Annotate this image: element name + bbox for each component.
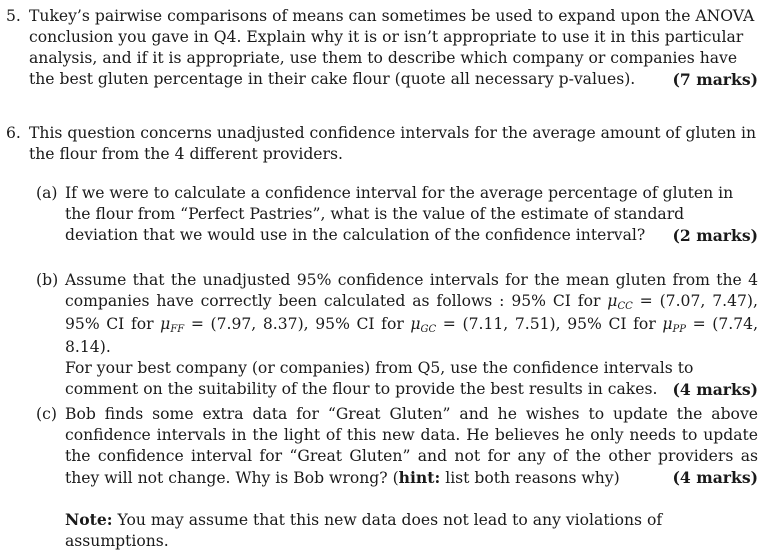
question-6c-marks: (4 marks) — [672, 468, 758, 487]
question-6 — [6, 123, 758, 165]
question-6a-marks: (2 marks) — [672, 226, 758, 245]
question-6a-text: If we were to calculate a confidence interval for the average percentage of gluten in the flour from “Perfect Pastries”, what is the value of the estimate of standard deviation that we would use in the calculation of the confidence interval? — [65, 184, 734, 244]
question-6b-label: (b) — [36, 271, 59, 289]
ci-pp-value: (7.74, 8.14) — [65, 315, 759, 356]
question-6b-marks: (4 marks) — [672, 380, 758, 399]
question-6a — [36, 183, 758, 246]
question-6b-text: For your best company (or companies) from Q5, use the confidence intervals to comment on the suitability of the flour to provide the best results in cakes. — [65, 359, 694, 398]
ci-pp: 95% CI for μPP = (7.74, 8.14). — [65, 315, 759, 356]
question-5 — [6, 6, 758, 90]
note — [65, 509, 758, 552]
question-6b — [36, 270, 758, 400]
question-6-number: 6. — [6, 124, 21, 142]
question-6c-text: Bob finds some extra data for “Great Gluten” and he wishes to update the above confidence intervals in the light of this new data. He believes he only needs to update the confidence interval for “Great Gluten” and not for any of the other providers as they will not change. Why is Bob wrong? — [65, 405, 758, 487]
ci-cc: 95% CI for μCC = (7.07, 7.47), — [511, 292, 758, 312]
question-5-marks: (7 marks) — [672, 70, 758, 89]
question-5-number: 5. — [6, 7, 21, 25]
question-6c: (c) Bob finds some extra data for “Great Gluten” and he wishes to update the above confidence intervals in the light of this new data. He believes he only needs to update the confidence interval for “Great Gluten” and not for any of the other providers as they will not change. Why is Bob wrong? (hint: list both reasons why) (4 marks) — [36, 405, 758, 487]
question-6-intro: This question concerns unadjusted confidence intervals for the average amount of gluten in the flour from the 4 different providers. — [29, 124, 757, 163]
question-6a-label: (a) — [36, 184, 58, 202]
ci-ff: 95% CI for μFF = (7.97, 8.37), — [65, 315, 316, 335]
ci-cc-value: (7.07, 7.47) — [659, 292, 754, 310]
ci-gc-value: (7.11, 7.51) — [462, 315, 556, 333]
question-6b-intro: Assume that the unadjusted 95% confidence intervals for the mean gluten from the 4 companies have correctly been calculated as follows : — [65, 271, 758, 310]
note-text: You may assume that this new data does not lead to any violations of assumptions. — [65, 511, 663, 550]
ci-gc: 95% CI for μGC = (7.11, 7.51), — [315, 315, 568, 335]
question-6c-label: (c) — [36, 405, 57, 423]
note-label: Note: — [65, 510, 113, 529]
hint-label: hint: — [398, 468, 441, 487]
question-5-text: Tukey’s pairwise comparisons of means can sometimes be used to expand upon the ANOVA conclusion you gave in Q4. Explain why it is or isn’t appropriate to use it in this particular analysis, and if it is appropriate, use them to describe which company or companies have the best gluten percentage in their cake flour (quote all necessary p-values). — [29, 7, 755, 88]
ci-ff-value: (7.97, 8.37) — [210, 315, 304, 333]
hint-text: list both reasons why — [445, 469, 614, 487]
